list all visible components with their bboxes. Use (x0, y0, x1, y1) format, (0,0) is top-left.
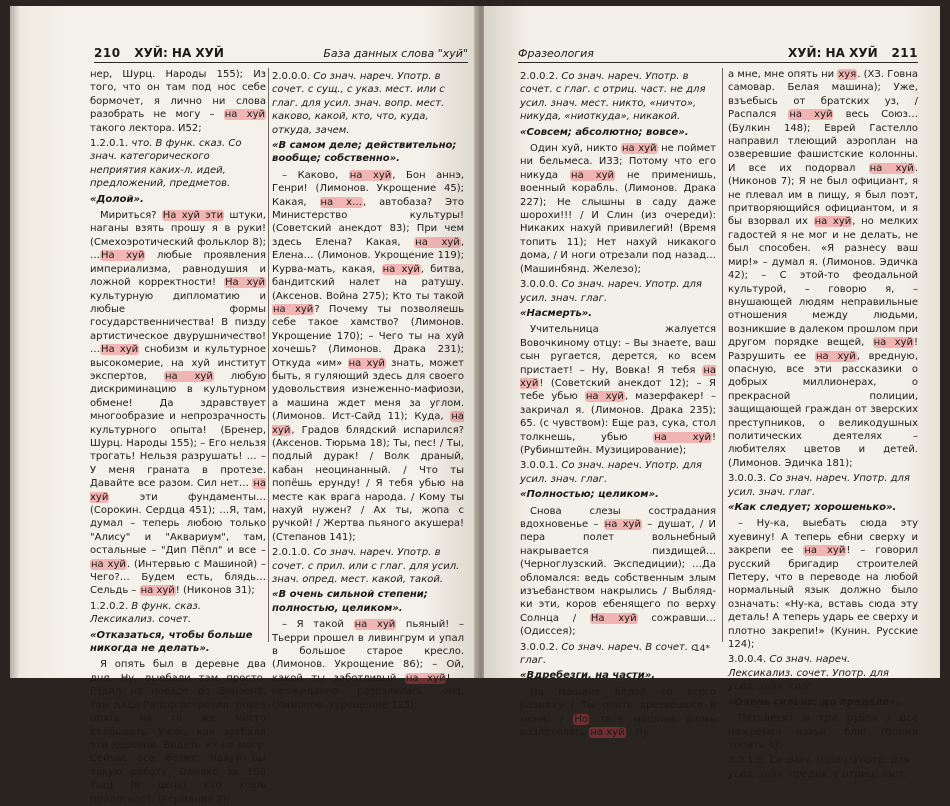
entry-code: 3.0.0.3. (728, 473, 770, 485)
entry-code: 2.0.1.0. (272, 547, 314, 559)
entry-definition (272, 70, 464, 137)
entry-gloss: «Насмерть». (520, 307, 593, 319)
entry-code: 3.0.0.0. (520, 279, 562, 291)
citation-paragraph (520, 505, 716, 639)
entry-definition (90, 600, 266, 627)
citation-paragraph (90, 209, 266, 598)
citation-text: любую дискриминацию в культурном обмене! Да здравствует многообразие и непрозрачность культурного опыта! (Бренер, Шурц. Народы 155); – Его нельзя трогать! Нельзя разрушать! … – У меня граната в протезе. Давайте все разом. Сил нет… (90, 370, 267, 490)
definition-text: что. В функ. сказ. Со знач. категорического неприятия каких-л. идей, предложений, предметов. (90, 138, 242, 190)
entry-definition (90, 137, 266, 191)
highlighted-phrase: хуя (838, 69, 857, 80)
entry-definition (728, 653, 918, 693)
citation-text: ! (Рубинштейн. Музицирование); (520, 431, 716, 456)
entry-code: 2.0.0.2. (520, 71, 562, 82)
citation-text: , Бон аннэ, Генри! (Лимонов. Укрощение 45); Какая, (272, 169, 464, 208)
highlighted-phrase: на хуй (224, 109, 265, 121)
citation-paragraph (272, 169, 464, 544)
citation-text: , Елена… (Лимонов. Укрощение 119); Курва-мать, какая, (272, 236, 464, 275)
page-edge-shadow (10, 6, 20, 678)
highlighted-phrase: на хуй (140, 585, 175, 597)
highlighted-phrase: на хуй (415, 236, 460, 248)
citation-text: Мириться? (100, 210, 162, 222)
citation-text: Снова слезы сострадания вдохновенье – (520, 505, 716, 530)
citation-paragraph (728, 68, 918, 470)
citation-paragraph (728, 517, 918, 651)
entry-gloss: «Долой». (90, 193, 144, 205)
citation-text: . (Никонов 7); Я не был официант, я не плевал им в пищу, я был поэт, притворяющийся официантом, и я бы взорвал их (728, 162, 918, 228)
citation-text: эти фундаменты… (Сорокин. Сердца 451); …Я, там, думал – теперь любою только "Алису" и "Аквариум", там, остальные – "Дип Пёпл" и все – (90, 491, 266, 557)
highlighted-phrase: На хуй (101, 250, 145, 262)
citation-text: , вредную, опасную, все эти рассказики о добрых миллионерах, о прекрасной полиции, защищающей граждан от зверских преступников, о великодушных политических деятелях – любителях цветов и детей. (Лимонов. Эдичка 181); (728, 350, 918, 469)
citation-text: , Градов блядский испарился? (Аксенов. Тюрьма 18); Ты, пес! / Ты, подлый дурак! / Волк драный, кабан неоцинанный. / Что ты попёшь ерунду! / Я тебя убью на месте как врага народа. / Кому ты нахуй нужен? / Ах ты, жопа с ручкой! / Жертва пьяного акушера! (Степанов 141); (272, 424, 464, 543)
entry-code: 2.0.0.0. (272, 71, 314, 82)
citation-text: весь Союз… (Булкин 148); Еврей Гастелло направил тлеющий аэроплан на озверевшие фашистские колонны. И все их подорвал (728, 109, 918, 174)
entry-definition (520, 459, 716, 486)
highlighted-phrase: на хуй (272, 411, 464, 436)
citation-text: На машине белой со всего размаху / Ты опять врезаешься в меня, / (520, 686, 716, 725)
right-page-column-2 (728, 68, 918, 780)
highlighted-phrase: Но (574, 713, 588, 725)
chapter-title: ХУЙ: НА ХУЙ (134, 46, 224, 60)
citation-text: – душат, / И пера полет вольнебный накрывается пиздищей… (Черноглузский. Экспедиции); …Да обломался: ведь собственным злым изъебанством накрылись / Выблядки эти, коров ебенящего по верху Солнца / (520, 519, 716, 624)
highlighted-phrase: на хуй (789, 109, 833, 121)
highlighted-phrase: На хуй эти (162, 210, 224, 222)
highlighted-phrase: на хуй (348, 357, 385, 369)
citation-text: , автобаза? Это Министерство культуры! (Советский анекдот 83); При чем здесь Елена? Какая, (272, 196, 464, 248)
definition-text: Со знач. нареч. Употр. в сочет. с глаг. с отриц. част. не для усил. знач. мест. никто, «ничто», никуда, «ниоткуда», никакой. (520, 71, 706, 123)
citation-text: / Ну (625, 727, 649, 739)
citation-text: ! (Советский анекдот 12); – Я тебе убью (520, 377, 716, 403)
highlighted-phrase: на хуй (354, 619, 396, 631)
signature-mark: 14* (694, 644, 710, 654)
entry-gloss: «Совсем; абсолютно; вовсе». (520, 126, 689, 138)
highlighted-phrase: на х… (320, 196, 363, 208)
definition-text: Со знач. нареч. Употр. в сочет. с прил. или с глаг. для усил. знач. опред. мест. какой, такой. (272, 547, 460, 586)
citation-text: Один хуй, никто (530, 143, 621, 155)
highlighted-phrase: на хуй (520, 364, 716, 389)
highlighted-phrase: на хуй (90, 478, 266, 503)
entry-gloss: «Очень сильно; до предела». (728, 696, 900, 708)
citation-text: а мне, мне опять ни (728, 69, 838, 80)
entry-gloss: «В самом деле; действительно; вообще; собственно». (272, 140, 457, 165)
entry-code: 3.0.0.4. (728, 654, 770, 666)
entry-gloss: «В очень сильной степени; полностью, целиком». (272, 589, 428, 614)
highlighted-phrase: На хуй (225, 277, 265, 289)
entry-definition (520, 641, 716, 668)
citation-paragraph (272, 618, 464, 712)
highlighted-phrase: на хуй (604, 519, 641, 530)
citation-text: , битва, бандитский налет на ратушу. (Аксенов. Война 275); Кто ты такой (272, 263, 464, 302)
citation-text: ! (Никонов 31); (175, 585, 255, 597)
citation-text: Учительница жалуется Вовочкиному отцу: – Вы знаете, ваш сын ругается, дерется, ко всем пристает! – Ну, Вовка! Я тебя (520, 324, 716, 376)
citation-paragraph (728, 712, 918, 752)
entry-definition (728, 754, 918, 781)
citation-text: – Я такой (282, 619, 354, 631)
entry-gloss: «Как следует; хорошенько». (728, 502, 897, 513)
citation-text: , мазерфакер! – закричал я. (Лимонов. Драка 235); 65. (с чувством): Еще раз, сука, стол толкнешь, убью (520, 391, 716, 443)
entry-gloss: «Отказаться, чтобы больше никогда не делать». (90, 629, 253, 655)
highlighted-phrase: на хуй (815, 350, 856, 362)
section-title: Фразеология (518, 47, 594, 60)
citation-text: Я опять был в деревне два дня. Ну, выебали там просто. Ездил на поезде до Винзена, там дядя Ральф встретил, повез опять на то же место въёбывать. Ужас, как заебали эти деревни. Видеть их не могу. Сейчас все болит. Нахуй бы такую работу. Однако за 100 тыщ (в день) кто хошь приласкает. (Германия 2); (90, 659, 266, 805)
highlighted-phrase: на хуй (804, 545, 846, 557)
citation-text: . (Интервью с Машиной) – Чего?… Будем есть, блядь… Сельдь – (90, 558, 266, 597)
entry-code: 3.0.0.2. (520, 641, 562, 653)
citation-text: ! – говорил русский бригадир строителей Петеру, что в переводе на любой нормальный язык должно было означать: «Ну-ка, вставь сюда эту деталь! А теперь ударь ее сверху и плотно закрепи!» (Кунин. Русские 124); (728, 545, 918, 651)
citation-text: ! – неожиданно разозлилась она. (Лимонов. Укрощение 125); (272, 672, 464, 711)
book-spread (10, 6, 940, 805)
highlighted-phrase: на хуй (405, 672, 446, 684)
entry-definition (520, 70, 716, 124)
right-page (484, 6, 940, 780)
highlighted-phrase: на хуй (590, 727, 625, 739)
chapter-title: ХУЙ: НА ХУЙ (788, 46, 878, 60)
citation-text: нер, Шурц. Народы 155); Из того, что он там под нос себе бормочет, я лично ни слова разобрать не могу – (90, 69, 266, 121)
highlighted-phrase: на хуй (814, 216, 852, 228)
citation-text: культурную дипломатию и любые формы государственничества! В пизду артистическое двурушничество! … (90, 290, 266, 356)
highlighted-phrase: на хуй (585, 391, 624, 403)
highlighted-phrase: на хуй (273, 303, 314, 315)
citation-text: – Ну-ка, выебать сюда эту хуевину! А теперь ебни сверху и закрепи ее (728, 518, 918, 557)
right-running-head (518, 40, 918, 63)
entry-definition (520, 278, 716, 305)
entry-gloss: «Вдребезги, на части». (520, 670, 656, 682)
definition-text: Со знач. нареч. Употр. в сочет. с сущ., с указ. мест. или с глаг. для усил. знач. вопр. мест. каково, какой, кто, что, куда, откуда, зачем. (272, 71, 445, 136)
definition-text: Со знач. нареч. Употр. для усил. знач. глаг. (520, 460, 702, 485)
highlighted-phrase: на хуй (571, 169, 615, 181)
definition-text: Со знач. нареч. Лексикализ. сочет. Употр. для усил. знач. глаг. (728, 654, 889, 693)
citation-text: ! Разрушить ее (728, 337, 918, 362)
citation-text: такого лектора. И52; (90, 122, 202, 134)
citation-paragraph (520, 142, 716, 276)
entry-definition (728, 472, 918, 499)
left-page-column-2 (272, 68, 464, 711)
citation-text: не применишь, военный корабль. (Лимонов. Драка 227); Не слышны в саду даже шорохи!!! / И Слин (из очереди): Никаких нахуй привилегий! (Время топить 11); Нет нахуй никакого дома, / И ноги отрезали под назад… (Машинбянд. Железо); (520, 169, 717, 275)
left-running-head (94, 40, 468, 63)
citation-text: знать, может быть, я гуляющий здесь для своего удовольствия изнеженно-мафиози, а машина ждет меня за углом. (Лимонов. Ист-Сайд 11); Куда, (272, 357, 464, 423)
highlighted-phrase: на хуй (164, 370, 213, 382)
highlighted-phrase: на хуй (873, 337, 913, 349)
entry-code: 3.0.1.0. (728, 755, 770, 767)
citation-paragraph (90, 68, 266, 135)
citation-text: пьяный! – Тьерри прошел в ливингрум и упал в большое старое кресло. (Лимонов. Укрощение 86); – Ой, какой ты заботливый (272, 619, 464, 684)
left-page-column-1 (90, 68, 267, 805)
entry-gloss: «Полностью; целиком». (520, 489, 659, 501)
definition-text: Со знач. нареч. В сочет. с глаг. (520, 641, 697, 667)
citation-text: . (ХЗ. Говна самовар. Белая машина); Уже, взъебысь от братских уз, / Распался (728, 69, 918, 121)
citation-text: твоя машина вновь разлетелась (520, 713, 717, 739)
right-page-column-1 (520, 68, 717, 739)
left-page (10, 6, 478, 805)
highlighted-phrase: На хуй (101, 344, 139, 356)
citation-paragraph (90, 658, 266, 805)
citation-text: Пятьдесят и три рубля / Все нажремся нахуй, бля! (Время топить 4); (728, 713, 918, 751)
definition-text: В функ. сказ. Лексикализ. сочет. (90, 600, 201, 626)
highlighted-phrase: на хуй (621, 143, 657, 155)
column-divider (268, 68, 269, 642)
citation-text: снобизм и культурное высокомерие, на хуй институт экспертов, (90, 344, 266, 382)
page-number: 211 (891, 46, 918, 60)
highlighted-phrase: на хуй (91, 558, 126, 570)
citation-text: сожравши… (Одиссея); (520, 612, 716, 638)
entry-code: 1.2.0.1. (90, 138, 132, 150)
citation-text: ? Почему ты позволяешь себе такое хамство? (Лимонов. Укрощение 170); – Чего ты на хуй хочешь? (Лимонов. Драка 231); Откуда «им» (272, 303, 464, 369)
citation-text: штуки, наганы взять прошу я в руки! (Смехоэротический фольклор 8); … (90, 210, 266, 262)
citation-text: любые проявления империализма, равнодушия и ложной корректности! (90, 250, 266, 289)
definition-text: Со знач. нареч. Употр. для усил. знач. глаг. (520, 279, 702, 304)
highlighted-phrase: на хуй (382, 263, 420, 275)
column-divider (722, 68, 723, 642)
citation-text: , но мелких гадостей я не мог и не делать, не был способен. «Я разнесу ваш мир!» – думал я. (Лимонов. Эдичка 42); – С этой-то феодальной культурой, – говорю я, – внушающей людям неправильные отношения между людьми, возникшие в далеком прошлом при другом порядке вещей, (728, 216, 918, 349)
entry-code: 1.2.0.2. (90, 600, 132, 612)
citation-paragraph (520, 323, 716, 457)
citation-paragraph (520, 686, 716, 740)
definition-text: Со знач. нареч. Употр. для усил. знач. глаг. (728, 473, 910, 498)
entry-code: 3.0.0.1. (520, 460, 562, 472)
page-number: 210 (94, 46, 121, 60)
highlighted-phrase: на хуй (654, 431, 711, 443)
citation-text: – Каково, (282, 169, 349, 181)
section-title: База данных слова "хуй" (323, 47, 468, 60)
highlighted-phrase: на хуй (869, 162, 914, 174)
citation-text: не поймет ни бельмеса. И33; Потому что его никуда (520, 143, 716, 181)
highlighted-phrase: на хуй (349, 169, 392, 181)
highlighted-phrase: На хуй (590, 612, 637, 624)
entry-definition (272, 546, 464, 586)
definition-text: Со знач. нареч. Употр. для усил. знач. предик. с отриц. част. (728, 755, 910, 780)
